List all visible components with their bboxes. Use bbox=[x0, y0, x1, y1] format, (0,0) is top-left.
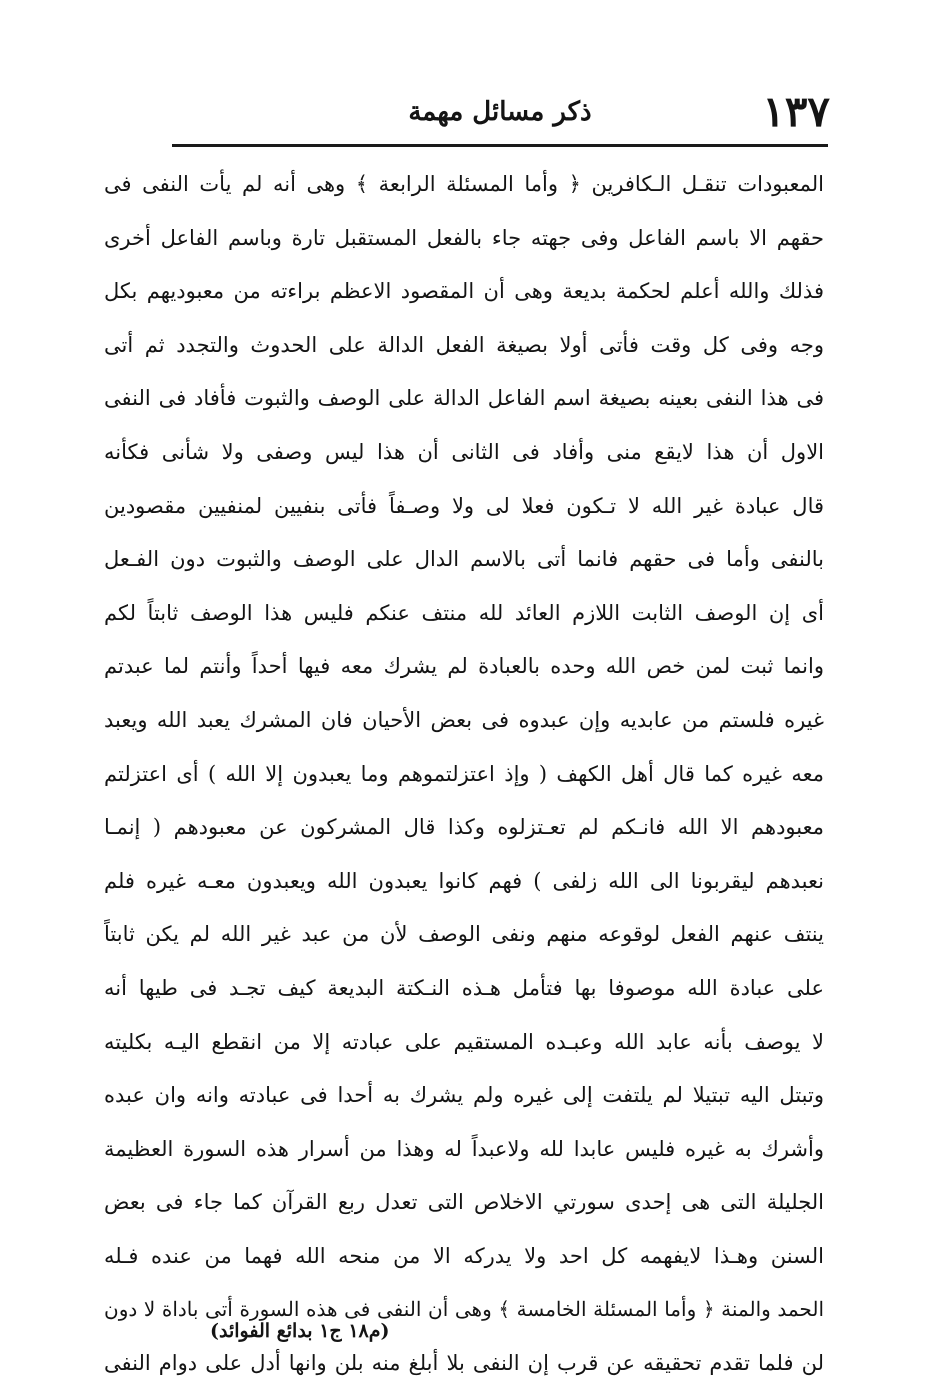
page-header bbox=[170, 88, 830, 136]
text-line: لا يوصف بأنه عابد الله وعبـده المستقيم على عبادته إلا من انقطع اليـه بكليته bbox=[104, 1029, 824, 1054]
text-line: ينتف عنهم الفعل لوقوعه منهم ونفى الوصف لأن من عبد غير الله لم يكن ثابتاً bbox=[104, 922, 824, 947]
text-line: حقهم الا باسم الفاعل وفى جهته جاء بالفعل المستقبل تارة وباسم الفاعل أخرى bbox=[104, 225, 824, 250]
header-rule bbox=[172, 144, 828, 147]
text-line: وتبتل اليه تبتيلا لم يلتفت إلى غيره ولم يشرك به أحدا فى عبادته وانه وان عبده bbox=[104, 1083, 824, 1108]
text-line: فذلك والله أعلم لحكمة بديعة وهى أن المقصود الاعظم براءته من معبوديهم بكل bbox=[104, 279, 824, 304]
text-line: وجه وفى كل وقت فأتى أولا بصيغة الفعل الدالة على الحدوث والتجدد ثم أتى bbox=[104, 332, 824, 357]
text-line: نعبدهم ليقربونا الى الله زلفى ) فهم كانوا يعبدون الله ويعبدون معـه غيره فلم bbox=[104, 868, 824, 893]
text-line: المعبودات تنقـل الـكافرين ﴿ وأما المسئلة الرابعة ﴾ وهى أنه لم يأت النفى فى bbox=[104, 172, 824, 196]
page-number: ١٣٧ bbox=[762, 87, 830, 136]
signature-mark: (م١٨ ج١ بدائع الفوائد) bbox=[210, 1320, 390, 1342]
text-line: غيره فلستم من عابديه وإن عبدوه فى بعض الأحيان فان المشرك يعبد الله ويعبد bbox=[104, 707, 824, 732]
text-line: وأشرك به غيره فليس عابدا لله ولاعبداً له وهذا من أسرار هذه السورة العظيمة bbox=[104, 1136, 824, 1161]
text-line: وانما ثبت لمن خص الله وحده بالعبادة لم يشرك معه فيها أحداً وأنتم لما عبدتم bbox=[104, 654, 824, 679]
text-line: الحمد والمنة ﴿ وأما المسئلة الخامسة ﴾ وهى أن النفى فى هذه السورة أتى باداة لا دون bbox=[104, 1297, 824, 1322]
text-line: الجليلة التى هى إحدى سورتي الاخلاص التى تعدل ربع القرآن كما جاء فى بعض bbox=[104, 1190, 824, 1215]
text-line: معه غيره كما قال أهل الكهف ( وإذ اعتزلتموهم وما يعبدون إلا الله ) أى اعتزلتم bbox=[104, 761, 824, 786]
text-line: معبودهم الا الله فانـكم لم تعـتزلوه وكذا قال المشركون عن معبودهم ( إنمـا bbox=[104, 815, 824, 840]
running-title: ذكر مسائل مهمة bbox=[408, 97, 592, 127]
text-line: السنن وهـذا لايفهمه كل احد ولا يدركه الا من منحه الله فهما من عنده فـله bbox=[104, 1243, 824, 1268]
text-line: على عبادة الله موصوفا بها فتأمل هـذه النـكتة البديعة كيف تجـد فى طيها أنه bbox=[104, 975, 824, 1000]
text-line: الاول أن هذا لايقع منى وأفاد فى الثانى أن هذا ليس وصفى ولا شأنى فكأنه bbox=[104, 439, 824, 464]
text-line: فى هذا النفى بعينه بصيغة اسم الفاعل الدالة على الوصف والثبوت فأفاد فى النفى bbox=[104, 386, 824, 411]
text-line: بالنفى وأما فى حقهم فانما أتى بالاسم الدال على الوصف والثبوت دون الفـعل bbox=[104, 547, 824, 572]
text-line: قال عبادة غير الله لا تـكون فعلا لى ولا وصـفاً فأتى بنفيين لمنفيين مقصودين bbox=[104, 493, 824, 518]
body-text bbox=[104, 158, 824, 1391]
text-line: أى إن الوصف الثابت اللازم العائد لله منتف عنكم فليس هذا الوصف ثابتاً لكم bbox=[104, 600, 824, 625]
text-line: لن فلما تقدم تحقيقه عن قرب إن النفى بلا أبلغ منه بلن وانها أدل على دوام النفى bbox=[104, 1351, 824, 1376]
